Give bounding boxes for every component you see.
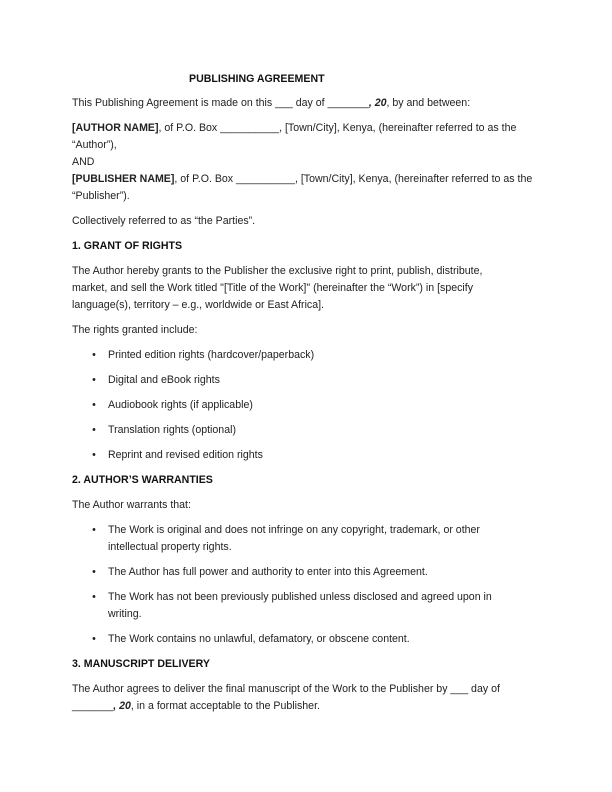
section-2-lead: The Author warrants that:: [72, 499, 191, 511]
publisher-party-text: , of P.O. Box __________, [Town/City], Kenya, (hereinafter referred to as the: [174, 173, 533, 185]
warranty-item-line: The Work has not been previously published unless disclosed and agreed upon in: [108, 591, 492, 603]
author-name: [AUTHOR NAME]: [72, 122, 159, 134]
bullet-dot: •: [92, 424, 96, 436]
section-3-line1: The Author agrees to deliver the final manuscript of the Work to the Publisher by ___ day of: [72, 683, 500, 695]
section-2-heading: 2. AUTHOR’S WARRANTIES: [72, 474, 213, 486]
warranty-item-line: intellectual property rights.: [108, 541, 232, 553]
author-party-line1: [72, 120, 542, 137]
bullet-dot: •: [92, 591, 96, 603]
bullet-dot: •: [92, 524, 96, 536]
section-1-heading: 1. GRANT OF RIGHTS: [72, 240, 183, 252]
bullet-dot: •: [92, 449, 96, 461]
section-1-body-line: language(s), territory – e.g., worldwide or East Africa].: [72, 299, 325, 311]
rights-list-item: Digital and eBook rights: [108, 374, 220, 386]
bullet-dot: •: [92, 349, 96, 361]
warranty-item-line: The Author has full power and authority to enter into this Agreement.: [108, 566, 428, 578]
warranty-item-line: writing.: [108, 608, 142, 620]
section-3-year: , 20: [113, 700, 131, 712]
warranty-item-line: The Work is original and does not infringe on any copyright, trademark, or other: [108, 524, 480, 536]
intro-year: , 20: [368, 97, 387, 109]
publisher-party-line2: “Publisher”).: [72, 190, 130, 202]
section-3-heading: 3. MANUSCRIPT DELIVERY: [72, 658, 210, 670]
section-3-blank: _______: [72, 700, 114, 712]
section-3-line2: [72, 698, 542, 715]
intro-suffix: , by and between:: [386, 97, 471, 109]
publisher-party-line1: [72, 171, 542, 188]
section-3-suffix: , in a format acceptable to the Publisher.: [130, 700, 320, 712]
author-party-line2: “Author”),: [72, 139, 117, 151]
collectively-line: Collectively referred to as “the Parties”.: [72, 215, 256, 227]
bullet-dot: •: [92, 633, 96, 645]
intro-prefix: This Publishing Agreement is made on this ___ day of _______: [72, 97, 369, 109]
bullet-dot: •: [92, 566, 96, 578]
rights-list-item: Translation rights (optional): [108, 424, 236, 436]
intro-line: [72, 95, 542, 112]
author-party-text: , of P.O. Box __________, [Town/City], Kenya, (hereinafter referred to as the: [158, 122, 517, 134]
warranty-item-line: The Work contains no unlawful, defamatory, or obscene content.: [108, 633, 410, 645]
rights-list-item: Printed edition rights (hardcover/paperback): [108, 349, 315, 361]
rights-list-item: Audiobook rights (if applicable): [108, 399, 253, 411]
section-1-body-line: market, and sell the Work titled "[Title of the Work]" (hereinafter the “Work”) in [specify: [72, 282, 474, 294]
rights-list-item: Reprint and revised edition rights: [108, 449, 263, 461]
section-1-lead: The rights granted include:: [72, 324, 198, 336]
document-title: PUBLISHING AGREEMENT: [189, 73, 325, 85]
publisher-name: [PUBLISHER NAME]: [72, 173, 175, 185]
bullet-dot: •: [92, 374, 96, 386]
and-label: AND: [72, 156, 95, 168]
section-1-body-line: The Author hereby grants to the Publisher the exclusive right to print, publish, distribute,: [72, 265, 483, 277]
bullet-dot: •: [92, 399, 96, 411]
